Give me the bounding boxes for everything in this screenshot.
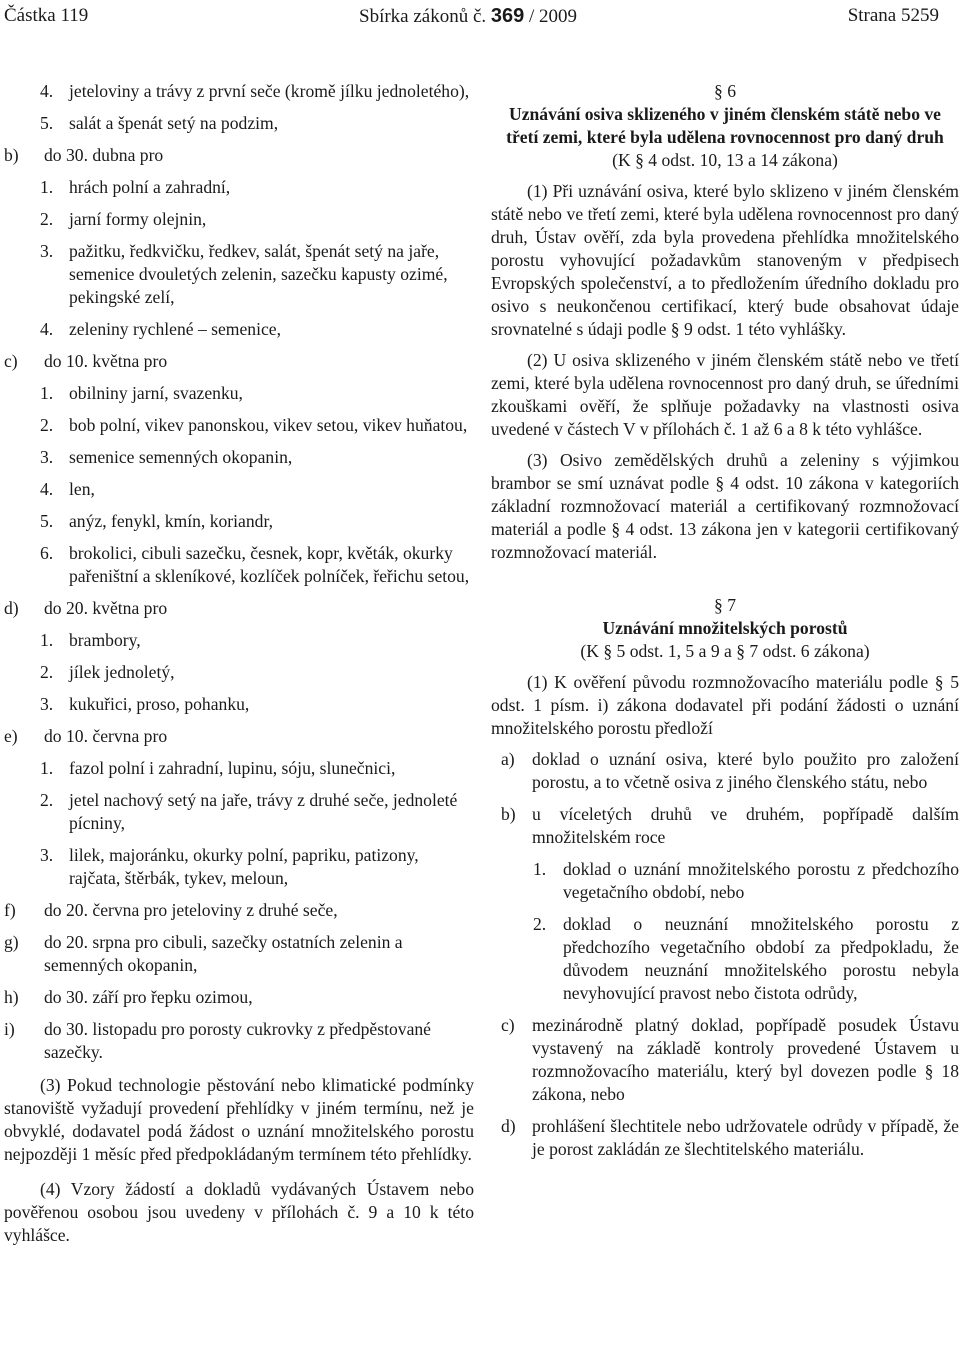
list-item xyxy=(491,1014,959,1106)
section-6-paragraph-3: (3) Osivo zemědělských druhů a zeleniny s výjimkou brambor se smí uznávat podle § 4 odst. 10 zákona v kategoriích základní rozmnožovací materiál a certifikovaný rozmnožovací materiál a podle § 4 odst. 13 zákona jen v kategorii certifikovaný rozmnožovací materiál. xyxy=(491,450,959,562)
list-item xyxy=(4,112,474,135)
list-item-label: c) xyxy=(4,351,18,371)
list-item xyxy=(491,748,959,794)
list-item-label: d) xyxy=(501,1116,516,1136)
left-column xyxy=(4,80,474,1255)
list-item-label: d) xyxy=(4,598,19,618)
list-item-text: do 30. listopadu pro porosty cukrovky z předpěstované sazečky. xyxy=(44,1019,431,1062)
paragraph-4: (4) Vzory žádostí a dokladů vydávaných Ústavem nebo pověřenou osobou jsou uvedeny v přílohách č. 9 a 10 k této vyhlášce. xyxy=(4,1179,474,1245)
left-list xyxy=(4,80,474,1064)
list-item-text: hrách polní a zahradní, xyxy=(69,177,231,197)
header-page: Strana 5259 xyxy=(847,5,939,26)
list-item-label: 3. xyxy=(40,694,54,714)
section-6-reference: (K § 4 odst. 10, 13 a 14 zákona) xyxy=(612,150,838,170)
list-item xyxy=(4,629,474,652)
header-year: / 2009 xyxy=(529,6,578,27)
list-item-label: e) xyxy=(4,726,18,746)
list-item xyxy=(491,1115,959,1161)
list-item-label: g) xyxy=(4,932,19,952)
list-item-text: doklad o uznání osiva, které bylo použito pro založení porostu, a to včetně osiva z jiného členského státu, nebo xyxy=(532,749,959,792)
list-item xyxy=(4,478,474,501)
list-item-label: b) xyxy=(501,804,516,824)
list-item-text: zeleniny rychlené – semenice, xyxy=(69,319,282,339)
list-item xyxy=(4,208,474,231)
list-item xyxy=(4,661,474,684)
list-item-text: kukuřici, proso, pohanku, xyxy=(69,694,250,714)
list-item-text: brokolici, cibuli sazečku, česnek, kopr, květák, okurky pařeništní a skleníkové, kozlíček polníček, řeřichu setou, xyxy=(69,543,470,586)
list-item-label: 3. xyxy=(40,845,54,865)
list-item xyxy=(4,931,474,977)
list-item-text: brambory, xyxy=(69,630,141,650)
list-item-label: c) xyxy=(501,1015,515,1035)
list-item-label: 2. xyxy=(40,415,54,435)
section-7-number: § 7 xyxy=(714,595,736,615)
list-item xyxy=(4,382,474,405)
list-item xyxy=(4,597,474,620)
list-item-label: 1. xyxy=(40,630,54,650)
right-column xyxy=(491,80,959,1170)
header-number: 369 xyxy=(490,5,525,27)
list-item-text: mezinárodně platný doklad, popřípadě posudek Ústavu vystavený na základě kontroly provedené Ústavem u rozmnožovacího materiálu, který byl dovezen podle § 18 zákona, nebo xyxy=(532,1015,959,1104)
section-7-reference: (K § 5 odst. 1, 5 a 9 a § 7 odst. 6 zákona) xyxy=(580,641,870,661)
list-item-label: a) xyxy=(501,749,515,769)
list-item-label: i) xyxy=(4,1019,15,1039)
list-item-label: 2. xyxy=(533,914,547,934)
list-item-label: 1. xyxy=(40,758,54,778)
list-item xyxy=(4,510,474,533)
list-item-label: 2. xyxy=(40,662,54,682)
list-item-text: jeteloviny a trávy z první seče (kromě jílku jednoletého), xyxy=(69,81,470,101)
list-item-label: 3. xyxy=(40,241,54,261)
list-item xyxy=(4,318,474,341)
list-item-text: doklad o uznání množitelského porostu z předchozího vegetačního období, nebo xyxy=(563,859,959,902)
section-6-title: Uznávání osiva sklizeného v jiném členském státě nebo ve třetí zemi, které byla udělena rovnocennost pro daný druh xyxy=(506,104,944,147)
list-item xyxy=(4,757,474,780)
list-item-label: h) xyxy=(4,987,19,1007)
header-collection-label: Sbírka zákonů č. xyxy=(359,6,487,27)
list-item-text: jarní formy olejnin, xyxy=(69,209,207,229)
list-item-text: semenice semenných okopanin, xyxy=(69,447,293,467)
section-6-number: § 6 xyxy=(714,81,736,101)
list-item-label: 2. xyxy=(40,790,54,810)
list-item-label: 4. xyxy=(40,81,54,101)
list-item xyxy=(4,844,474,890)
section-7-title: Uznávání množitelských porostů xyxy=(602,618,848,638)
list-item-text: prohlášení šlechtitele nebo udržovatele odrůdy v případě, že je porost zakládán ze šlechtitelského materiálu. xyxy=(532,1116,959,1159)
list-item-text: bob polní, vikev panonskou, vikev setou, vikev huňatou, xyxy=(69,415,468,435)
list-item xyxy=(4,144,474,167)
list-item-label: f) xyxy=(4,900,16,920)
list-item-label: 1. xyxy=(40,383,54,403)
list-item xyxy=(4,446,474,469)
list-item xyxy=(4,789,474,835)
list-item-text: do 10. června pro xyxy=(44,726,168,746)
section-6-paragraph-2: (2) U osiva sklizeného v jiném členském státě nebo ve třetí zemi, které byla udělena rovnocennost pro daný druh, se úředními zkouškami ověří, že splňuje požadavky na vlastnosti osiva uvedené v částech V v přílohách č. 1 až 6 a 8 k této vyhlášce. xyxy=(491,350,959,439)
list-item xyxy=(4,542,474,588)
list-item xyxy=(4,240,474,309)
list-item xyxy=(4,1018,474,1064)
list-item-label: 5. xyxy=(40,511,54,531)
list-item-text: doklad o neuznání množitelského porostu z předchozího vegetačního období za předpokladu, že důvodem neuznání množitelského porostu nebyla nevyhovující pravost nebo čistota odrůdy, xyxy=(563,914,959,1003)
list-item-text: do 30. září pro řepku ozimou, xyxy=(44,987,253,1007)
paragraph-3: (3) Pokud technologie pěstování nebo klimatické podmínky stanoviště vyžadují provedení přehlídky v jiném termínu, než je obvyklé, dodavatel podá žádost o uznání množitelského porostu nejpozději 1 měsíc před předpokládaným termínem této přehlídky. xyxy=(4,1075,474,1164)
list-item-text: pažitku, ředkvičku, ředkev, salát, špenát setý na jaře, semenice dvouletých zelenin, sazečku kapusty ozimé, pekingské zelí, xyxy=(69,241,448,307)
list-item-label: 6. xyxy=(40,543,54,563)
section-7-paragraph-1: (1) K ověření původu rozmnožovacího materiálu podle § 5 odst. 1 písm. i) zákona dodavatel při podání žádosti o uznání množitelského porostu předloží xyxy=(491,672,959,738)
list-item-text: do 30. dubna pro xyxy=(44,145,164,165)
list-item-label: b) xyxy=(4,145,19,165)
list-item-text: lilek, majoránku, okurky polní, papriku, patizony, rajčata, štěrbák, tykev, meloun, xyxy=(69,845,419,888)
list-item-text: u víceletých druhů ve druhém, popřípadě dalším množitelském roce xyxy=(532,804,959,847)
header-collection xyxy=(359,2,577,31)
list-item-text: len, xyxy=(69,479,95,499)
list-item-label: 4. xyxy=(40,479,54,499)
list-item-text: do 20. srpna pro cibuli, sazečky ostatních zelenin a semenných okopanin, xyxy=(44,932,403,975)
list-item xyxy=(4,693,474,716)
list-item xyxy=(4,414,474,437)
list-item-label: 5. xyxy=(40,113,54,133)
section-7-list xyxy=(491,748,959,1161)
list-item xyxy=(4,350,474,373)
list-item-text: fazol polní i zahradní, lupinu, sóju, slunečnici, xyxy=(69,758,396,778)
list-item-text: do 20. května pro xyxy=(44,598,168,618)
list-item-label: 2. xyxy=(40,209,54,229)
header-part: Částka 119 xyxy=(4,5,89,26)
list-item-label: 4. xyxy=(40,319,54,339)
list-item xyxy=(491,858,959,904)
list-item xyxy=(4,899,474,922)
list-item xyxy=(491,803,959,849)
list-item xyxy=(4,986,474,1009)
list-item xyxy=(4,176,474,199)
list-item-text: jílek jednoletý, xyxy=(69,662,175,682)
list-item-text: do 20. června pro jeteloviny z druhé seče, xyxy=(44,900,338,920)
list-item-label: 3. xyxy=(40,447,54,467)
list-item xyxy=(491,913,959,1005)
list-item xyxy=(4,725,474,748)
list-item-label: 1. xyxy=(40,177,54,197)
list-item-text: obilniny jarní, svazenku, xyxy=(69,383,243,403)
list-item-label: 1. xyxy=(533,859,547,879)
list-item-text: anýz, fenykl, kmín, koriandr, xyxy=(69,511,274,531)
page-header xyxy=(4,2,939,30)
list-item xyxy=(4,80,474,103)
list-item-text: jetel nachový setý na jaře, trávy z druhé seče, jednoleté pícniny, xyxy=(69,790,458,833)
section-6-paragraph-1: (1) Při uznávání osiva, které bylo sklizeno v jiném členském státě nebo ve třetí zemi, které byla udělena rovnocennost pro daný druh, Ústav ověří, zda byla provedena přehlídka množitelského porostu vyhovující požadavkům stanoveným v předpisech Evropských společenství, a to předložením úředního dokladu pro osivo s neukončenou certifikací, který bude obsahovat údaje srovnatelné s údaji podle § 9 odst. 1 této vyhlášky. xyxy=(491,181,959,339)
list-item-text: do 10. května pro xyxy=(44,351,168,371)
list-item-text: salát a špenát setý na podzim, xyxy=(69,113,279,133)
